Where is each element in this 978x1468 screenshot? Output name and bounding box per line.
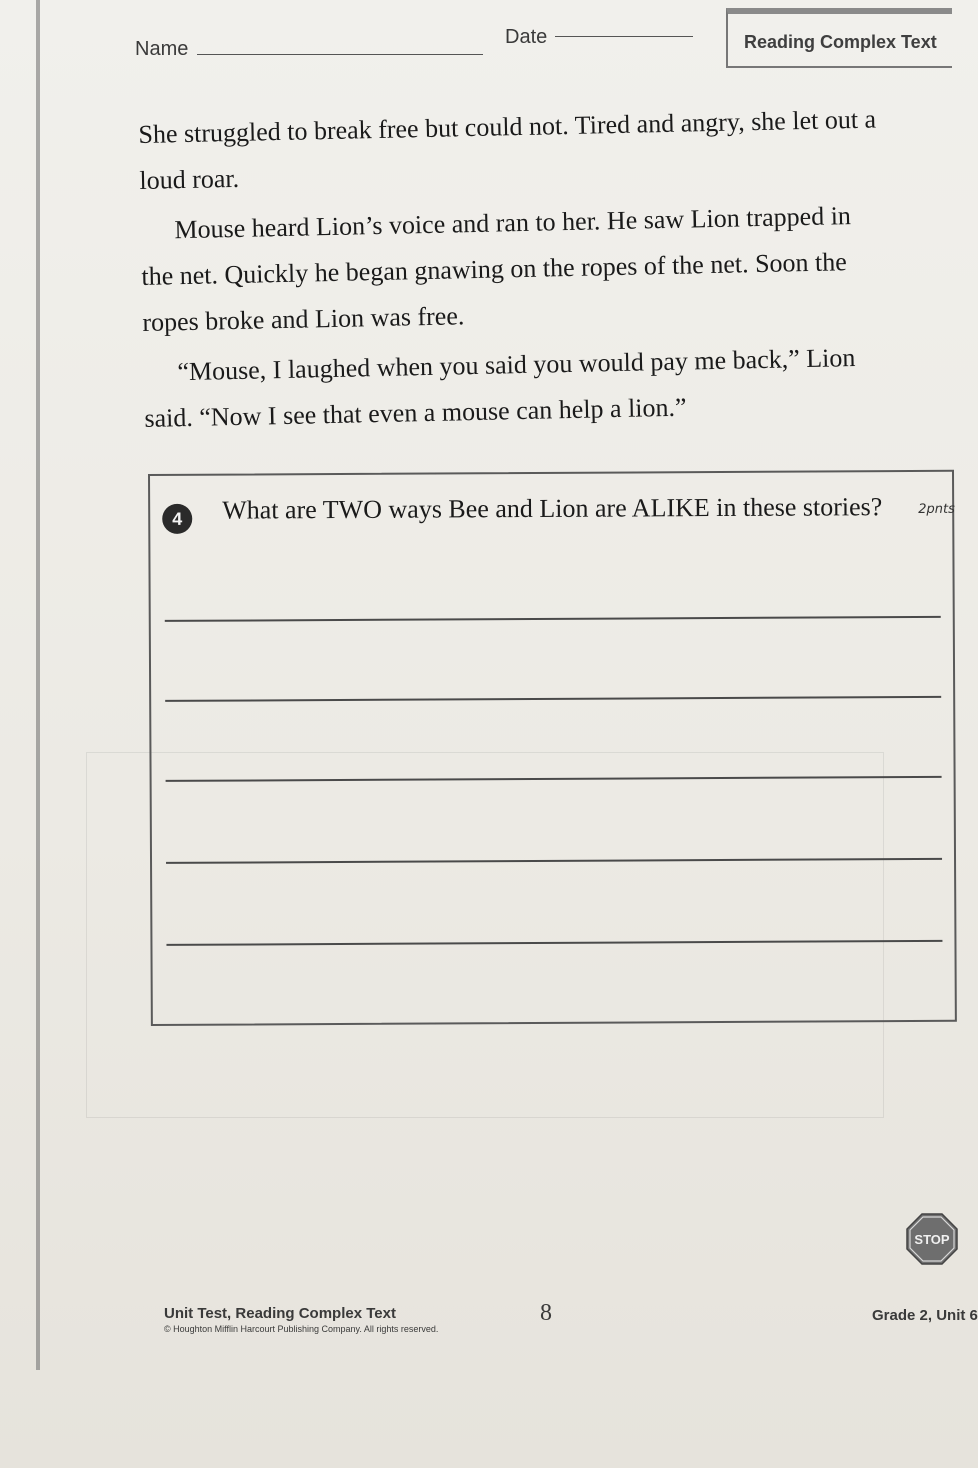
footer-title: Unit Test, Reading Complex Text (164, 1305, 396, 1322)
question-text: What are TWO ways Bee and Lion are ALIKE in these stories? (222, 492, 883, 525)
passage-paragraph: “Mouse, I laughed when you said you would pay me back,” Lion said. “Now I see that even a mouse can help a lion.” (144, 343, 856, 433)
stop-sign-label: STOP (914, 1232, 950, 1247)
date-field[interactable] (555, 36, 693, 37)
section-tag-label: Reading Complex Text (744, 32, 937, 52)
handwritten-points-note: 2pnts (918, 501, 955, 517)
date-label: Date (505, 26, 548, 48)
section-tag (726, 8, 952, 68)
stop-sign-icon (906, 1213, 958, 1265)
answer-line[interactable] (166, 940, 942, 946)
question-number-badge: 4 (162, 504, 192, 534)
answer-line[interactable] (166, 776, 942, 782)
answer-line[interactable] (165, 696, 941, 702)
passage-paragraph: Mouse heard Lion’s voice and ran to her. He saw Lion trapped in the net. Quickly he began gnawing on the ropes of the net. Soon the ropes broke and Lion was free. (141, 201, 852, 337)
answer-line[interactable] (165, 616, 941, 622)
footer-left (164, 1305, 438, 1334)
story-passage (138, 97, 885, 446)
name-label: Name (135, 38, 189, 60)
question-box (148, 470, 957, 1026)
footer-copyright: © Houghton Mifflin Harcourt Publishing Company. All rights reserved. (164, 1324, 439, 1334)
name-field[interactable] (197, 54, 483, 55)
page-number: 8 (540, 1300, 552, 1326)
passage-paragraph: She struggled to break free but could not. Tired and angry, she let out a loud roar. (138, 104, 877, 195)
answer-line[interactable] (166, 858, 942, 864)
footer-grade: Grade 2, Unit 6 (872, 1307, 978, 1324)
binding-edge (36, 0, 40, 1370)
